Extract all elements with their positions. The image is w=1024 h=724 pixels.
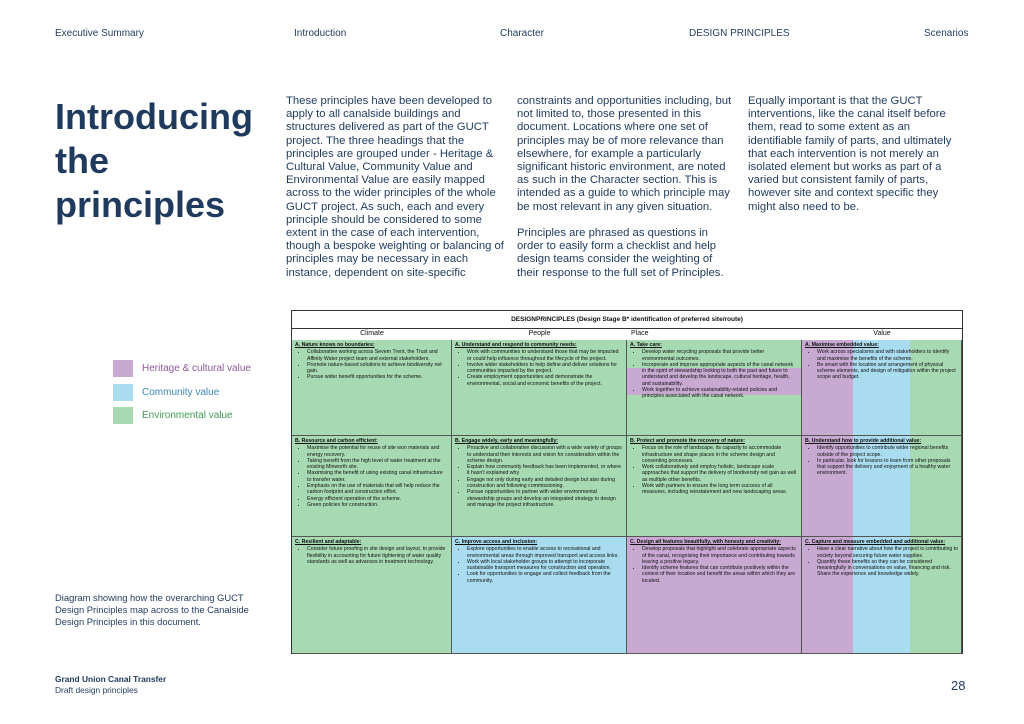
principle-item: • Focus on the role of landscape, its capacity to accommodate infrastructure and shape places in the scheme design and consenting processes. [642,445,798,464]
principle-item: • Work across specialisms and with stakeholders to identify and maximise the benefits of the scheme. [817,349,958,362]
principle-list [630,349,798,399]
principle-cell-people-a [452,340,627,436]
nav-executive-summary[interactable]: Executive Summary [55,28,144,39]
principle-item: • Identify opportunities to contribute wider regional benefits outside of the project scope. [817,445,958,458]
principle-item: • Maximise the potential for reuse of site won materials and energy recovery. [307,445,448,458]
principle-item: • Maximising the benefit of using existing canal infrastructure to transfer water. [307,470,448,483]
principle-item: • Work together to achieve sustainability-related policies and principles associated with the canal network. [642,387,798,400]
principle-item: • Work collaboratively and employ holistic, landscape scale approaches that support the delivery of biodiversity net gain as well as multiple other benefits. [642,464,798,483]
principle-heading: A. Understand and respond to community needs: [455,342,577,348]
footer-document-name: Draft design principles [55,685,138,695]
principle-item: • Collaborative working across Severn Trent, the Trust and Affinity Water project team and external stakeholders. [307,349,448,362]
principle-cell-value-c [802,537,962,654]
principle-item: • Work with partners to ensure the long term success of all measures, including reinstatement and new landscaping areas. [642,483,798,496]
principle-item: • Energy efficient operation of the scheme. [307,496,448,502]
principle-heading: A. Nature knows no boundaries: [295,342,375,348]
table-title: DESIGNPRINCIPLES (Design Stage B* identification of preferred site/route) [292,311,962,329]
principle-item: • Engage not only during early and detailed design but also during construction and following commissioning. [467,477,623,490]
nav-design-principles[interactable]: DESIGN PRINCIPLES [689,28,790,39]
body-column-1: These principles have been developed to apply to all canalside buildings and structures delivered as part of the GUCT project. The three headings that the principles are grouped under - Heritage & Cultural Value, Community Value and Environmental Value are easily mapped across to the wider principles of the whole GUCT project. As such, each and every principle should be considered to some extent in the case of each intervention, though a bespoke weighting or balancing of principles may be necessary in each instance, dependent on site-specific [286,95,504,279]
principle-item: • Green policies for construction. [307,502,448,508]
principle-item: • Emphasis on the use of materials that will help reduce the carbon footprint and construction effort. [307,483,448,496]
principle-heading: C. Resilient and adaptable: [295,539,362,545]
principle-list [630,445,798,495]
body-column-3: Equally important is that the GUCT interventions, like the canal itself before them, read to some extent as an identifiable family of parts, and ultimately that each intervention is not merely an isolated element but works as part of a varied but consistent family of parts, however site and context specific they might also need to be. [748,95,952,213]
principle-cell-climate-a [292,340,452,436]
principle-cell-place-b [627,436,802,537]
nav-introduction[interactable]: Introduction [294,28,347,39]
principle-cell-climate-b [292,436,452,537]
principle-item: • Quantify these benefits so they can be considered meaningfully in conversations on value, financing and risk. Share the experience and knowledge widely. [817,559,958,578]
column-header-people: People [528,330,551,337]
legend-swatch-community [113,384,133,401]
principle-item: • Promote nature-based solutions to achieve biodiversity net gain. [307,362,448,375]
principle-list [295,445,448,508]
principle-item: • Work with local stakeholder groups to attempt to incorporate sustainable transport measures for construction and operation. [467,559,623,572]
principle-item: • Incorporate and improve appropriate aspects of the canal network in the spirit of stewardship looking to both the past and future to understand and develop the landscape, cultural heritage, health, and sustainability. [642,362,798,387]
legend-label-environmental: Environmental value [142,410,233,421]
principle-cell-value-a [802,340,962,436]
principle-list [455,546,623,584]
principle-cell-people-b [452,436,627,537]
legend-swatch-heritage [113,360,133,377]
principle-heading: B. Resource and carbon efficient: [295,438,378,444]
principle-item: • Work with communities to understand those that may be impacted or could help influence throughout the lifecycle of the project. [467,349,623,362]
principle-item: • Consider future proofing in site design and layout, to provide flexibility in accounting for future tightening of water quality standards as well as advances in treatment technology. [307,546,448,565]
page-title: Introducing the principles [55,96,253,225]
body-column-2: constraints and opportunities including, but not limited to, those presented in this document. Locations where one set of principles may be of more relevance than elsewhere, for example a particularly significant historic environment, are noted as such in the Character section. This is intended as a guide to which principle may be most relevant in any given situation. Principles are phrased as questions in order to easily form a checklist and help design teams consider the weighting of their response to the full set of Principles. [517,95,732,279]
diagram-caption: Diagram showing how the overarching GUCT Design Principles map across to the Canalside Design Principles in this document. [55,592,249,627]
principle-item: • Explore opportunities to enable access to recreational and environmental areas through improved transport and access links. [467,546,623,559]
column-header-value: Value [873,330,891,337]
legend-swatch-environmental [113,407,133,424]
principle-item: • Proactive and collaborative discussion with a wide variety of groups to understand their interests and vision for consideration within the scheme design. [467,445,623,464]
principle-item: • Have a clear narrative about how the project is contributing to society beyond securing future water supplies. [817,546,958,559]
footer-project-name: Grand Union Canal Transfer [55,674,167,684]
principle-heading: C. Capture and measure embedded and additional value: [805,539,946,545]
legend-label-community: Community value [142,387,220,398]
design-principles-table [291,310,963,654]
principle-cell-people-c [452,537,627,654]
nav-character[interactable]: Character [500,28,544,39]
principle-heading: B. Understand how to provide additional value: [805,438,922,444]
principle-item: • Be smart with the location and arrangement of physical scheme elements, and design of mitigation within the project scope and budget. [817,362,958,381]
principle-heading: C. Design all features beautifully, with honesty and creativity: [630,539,781,545]
legend-label-heritage: Heritage & cultural value [142,363,251,374]
principle-list [805,349,958,380]
principle-item: • Explain how community feedback has been implemented, or where it hasn't explained why [467,464,623,477]
nav-scenarios[interactable]: Scenarios [924,28,969,39]
principle-item: • Develop proposals that highlight and celebrate appropriate aspects of the canal, recognising their importance and contributing towards leaving a positive legacy. [642,546,798,565]
principle-heading: A. Take care: [630,342,662,348]
principle-cell-climate-c [292,537,452,654]
principle-item: • Pursue wider benefit opportunities for the scheme. [307,374,448,380]
principle-item: • Look for opportunities to engage and collect feedback from the community. [467,571,623,584]
principle-item: • Involve wider stakeholders to help define and deliver solutions for communities impacted by the project. [467,362,623,375]
principle-item: • Taking benefit from the high level of water treatment at the existing Minworth site. [307,458,448,471]
principle-cell-place-a [627,340,802,436]
page-number: 28 [951,678,966,693]
principle-cell-place-c [627,537,802,654]
principle-item: • Develop water recycling proposals that provide better environmental outcomes. [642,349,798,362]
principle-list [630,546,798,584]
principle-list [455,349,623,387]
principle-list [805,546,958,577]
principle-list [805,445,958,476]
principle-heading: A. Maximise embedded value: [805,342,879,348]
principle-item: • Pursue opportunities to partner with wider environmental stewardship groups and develop an integrated strategy to design and manage the project infrastructure. [467,489,623,508]
principle-cell-value-b [802,436,962,537]
footer [55,674,166,696]
principle-list [295,546,448,565]
column-header-place: Place [631,330,649,337]
column-header-climate: Climate [360,330,384,337]
principle-heading: B. Protect and promote the recovery of nature: [630,438,746,444]
principle-heading: C. Improve access and inclusion: [455,539,538,545]
principle-heading: B. Engage widely, early and meaningfully: [455,438,559,444]
principle-item: • Identify scheme features that can contribute positively within the context of their location and benefit the areas within which they are located. [642,565,798,584]
principle-list [295,349,448,380]
principle-list [455,445,623,508]
principle-item: • In particular, look for lessons to learn from other proposals that support the delivery and enjoyment of a healthy water environment. [817,458,958,477]
principle-item: • Create employment opportunities and demonstrate the environmental, social and economic benefits of the project. [467,374,623,387]
